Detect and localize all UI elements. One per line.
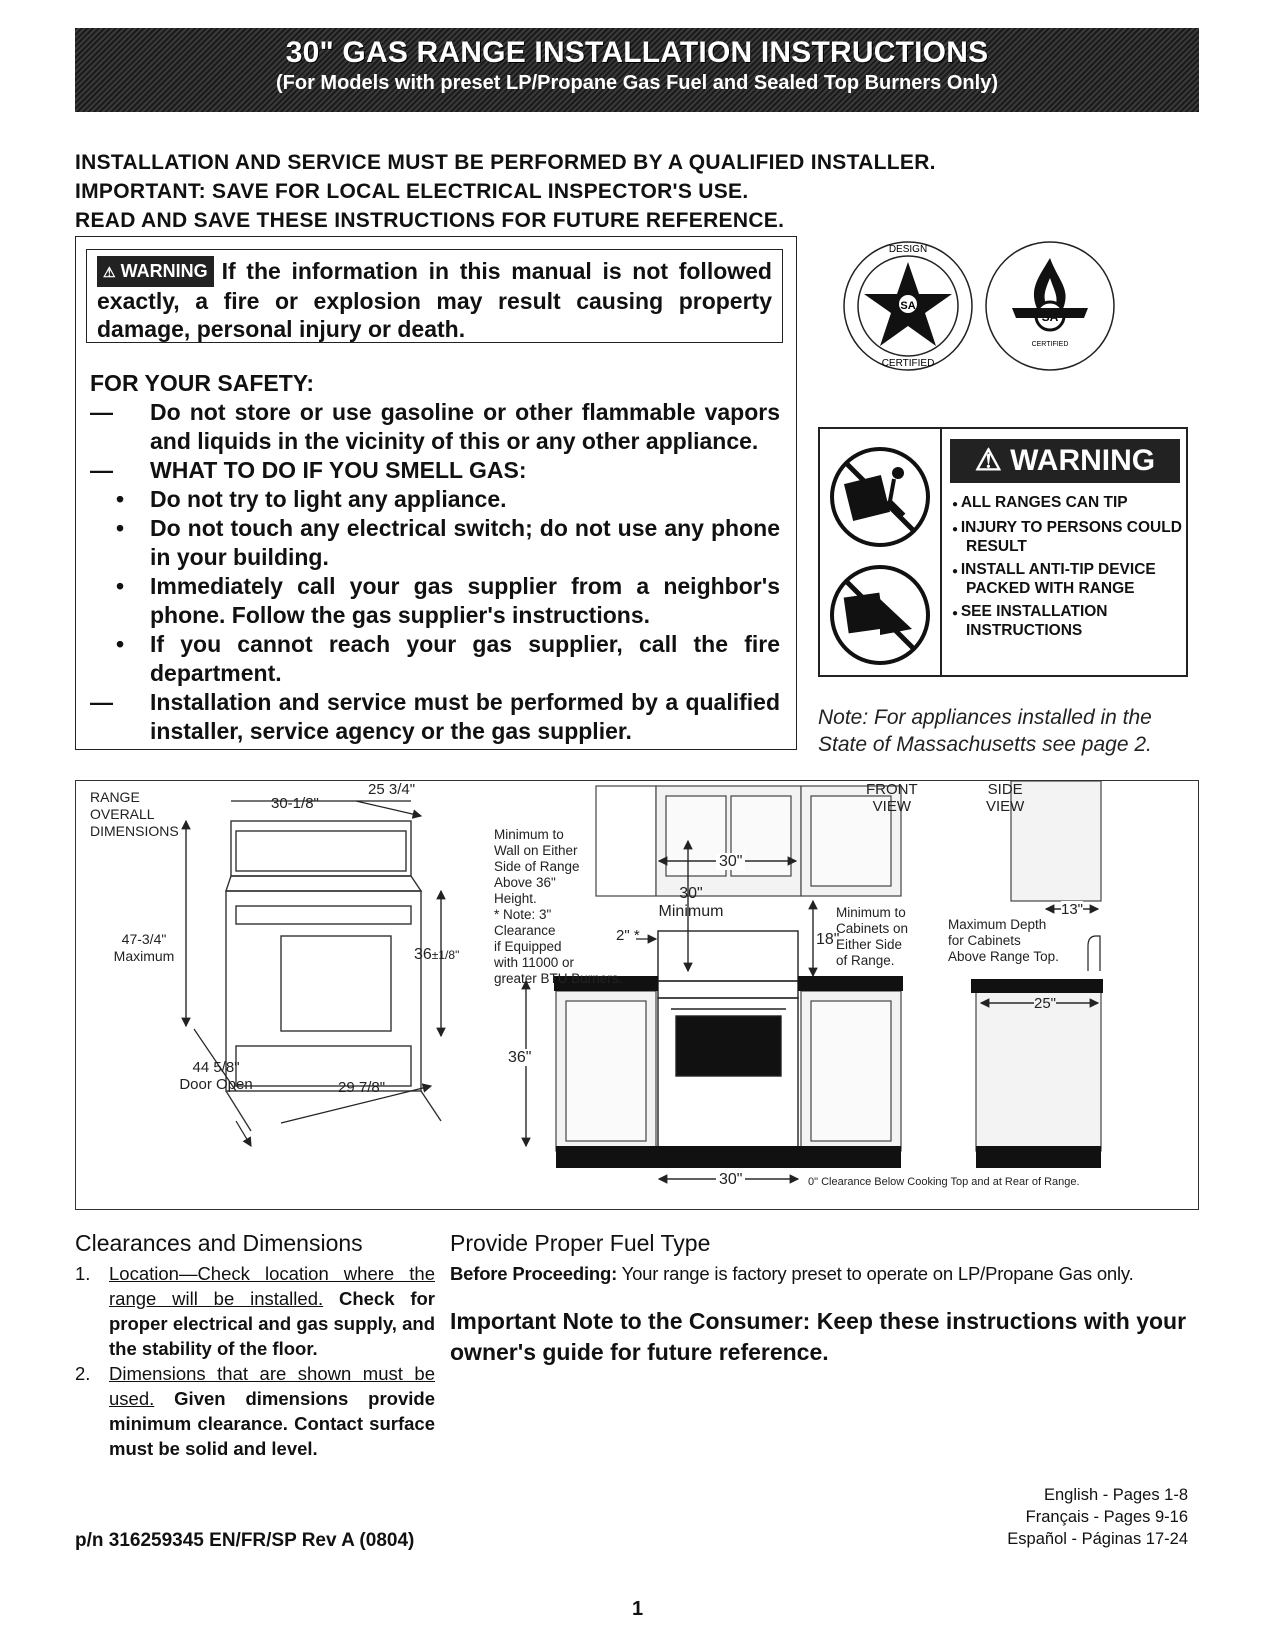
min-cabinet-note: Minimum to Cabinets on Either Side of Range.	[836, 905, 909, 968]
depth-dim: 25 3/4"	[368, 781, 416, 798]
design-certified-seal	[844, 242, 972, 370]
safety-title: FOR YOUR SAFETY:	[90, 370, 315, 396]
safety-box	[75, 236, 797, 750]
dimension-diagram	[75, 780, 1199, 1210]
page-title: 30" GAS RANGE INSTALLATION INSTRUCTIONS	[285, 36, 989, 69]
min-30-dim: 30" Minimum	[658, 885, 724, 920]
page-subtitle: (For Models with preset LP/Propane Gas Fuel and Sealed Top Burners Only)	[276, 72, 998, 94]
clearances-title: Clearances and Dimensions	[75, 1230, 363, 1256]
headline-save: READ AND SAVE THESE INSTRUCTIONS FOR FUTURE REFERENCE.	[75, 209, 785, 232]
warning-title-label: WARNING	[1010, 444, 1156, 477]
dim-13: 13"	[1061, 901, 1084, 918]
anti-tip-item: ● ALL RANGES CAN TIP	[952, 494, 1184, 513]
cook-height-dim: 36±1/8"	[414, 946, 460, 963]
fire-warning-text: If the information in this manual is not followed exactly, a fire or explosion may result causing property damage, personal injury or death.	[97, 258, 772, 342]
certification-seals	[840, 236, 1180, 386]
safety-bullet: • Do not try to light any appliance.	[115, 486, 507, 512]
anti-tip-item: ● INSTALL ANTI-TIP DEVICE PACKED WITH RANGE	[952, 561, 1184, 597]
consumer-note: Important Note to the Consumer: Keep these instructions with your owner's guide for future reference.	[450, 1308, 1187, 1365]
anti-tip-warning	[818, 427, 1188, 677]
min-wall-note: Minimum to Wall on Either Side of Range Above 36" Height. * Note: 3" Clearance if Equipped with 11000 or greater BTU Burners.	[494, 827, 623, 986]
warning-triangle-icon: ⚠	[103, 264, 116, 280]
dimension-drawing	[76, 781, 1200, 1211]
dim-25: 25"	[1034, 995, 1057, 1012]
title-banner	[75, 28, 1199, 112]
front-view-range	[658, 931, 798, 1148]
max-height-dim: 47-3/4" Maximum	[113, 931, 175, 964]
clearances-section	[75, 1230, 435, 1461]
warning-badge	[97, 256, 214, 287]
clearances-list	[75, 1261, 435, 1461]
max-depth-note: Maximum Depth for Cabinets Above Range Top.	[948, 917, 1059, 964]
width-dim: 30-1/8"	[271, 795, 319, 812]
seal-csa-text: SA	[900, 300, 916, 312]
language-french: Français - Pages 9-16	[1025, 1508, 1188, 1526]
warning-triangle-icon: ⚠	[974, 444, 1002, 477]
fuel-section	[450, 1230, 1190, 1368]
language-index	[950, 1484, 1188, 1550]
clearance-item: 2. Dimensions that are shown must be used. Given dimensions provide minimum clearance. Contact surface must be solid and level.	[75, 1363, 435, 1459]
clearance-note: 0" Clearance Below Cooking Top and at Rear of Range.	[808, 1176, 1080, 1188]
language-english: English - Pages 1-8	[1044, 1486, 1188, 1504]
warning-badge-label: WARNING	[120, 261, 208, 281]
safety-item: — Do not store or use gasoline or other flammable vapors and liquids in the vicinity of this or any other appliance.	[90, 399, 780, 454]
door-depth-dim: 29 7/8"	[338, 1079, 386, 1096]
no-tip-icon	[832, 449, 928, 545]
safety-item: — Installation and service must be performed by a qualified installer, service agency or the gas supplier.	[90, 689, 780, 744]
cabinet-30-dim: 30"	[716, 853, 745, 870]
anti-tip-list	[952, 494, 1184, 645]
fire-warning	[86, 249, 783, 343]
safety-bullet: • Do not touch any electrical switch; do not use any phone in your building.	[115, 515, 780, 570]
bottom-30-dim: 30"	[716, 1171, 745, 1188]
fuel-title: Provide Proper Fuel Type	[450, 1230, 711, 1256]
massachusetts-note: Note: For appliances installed in the State of Massachusetts see page 2.	[818, 706, 1152, 756]
fuel-text: Before Proceeding: Your range is factory preset to operate on LP/Propane Gas only.	[450, 1263, 1134, 1284]
dim-18: 18"	[816, 931, 840, 948]
headline-installer: INSTALLATION AND SERVICE MUST BE PERFORMED BY A QUALIFIED INSTALLER.	[75, 151, 936, 174]
anti-tip-item: ● SEE INSTALLATION INSTRUCTIONS	[952, 603, 1184, 639]
warning-title	[950, 439, 1180, 483]
gap-2-dim: 2" *	[616, 927, 640, 944]
csa-flame-seal	[986, 242, 1114, 370]
side-view-cabinets	[976, 781, 1101, 1151]
anti-tip-item: ● INJURY TO PERSONS COULD RESULT	[952, 519, 1184, 555]
safety-item: — WHAT TO DO IF YOU SMELL GAS:	[90, 457, 527, 483]
headline-inspector: IMPORTANT: SAVE FOR LOCAL ELECTRICAL INSPECTOR'S USE.	[75, 180, 749, 203]
safety-bullet: • If you cannot reach your gas supplier, call the fire department.	[115, 631, 780, 686]
language-spanish: Español - Páginas 17-24	[1007, 1530, 1188, 1548]
no-tip-icons	[820, 429, 940, 679]
panel-divider	[940, 429, 942, 675]
front-view-label: FRONT VIEW	[866, 781, 918, 815]
headline-block	[75, 148, 936, 235]
no-tip-icon	[832, 567, 928, 663]
clearance-item: 1. Location—Check location where the range will be installed. Check for proper electrical and gas supply, and the stability of the floor.	[75, 1263, 435, 1359]
part-number: p/n 316259345 EN/FR/SP Rev A (0804)	[75, 1530, 415, 1551]
dim-36: 36"	[508, 1049, 532, 1066]
seal-design-text: DESIGN	[888, 244, 928, 255]
range-dims-label: RANGE OVERALL DIMENSIONS	[90, 789, 179, 839]
safety-list	[90, 369, 780, 746]
side-view-label: SIDE VIEW	[986, 781, 1025, 815]
seal-certified-text: CERTIFIED	[881, 358, 935, 369]
page-number: 1	[631, 1598, 644, 1620]
certification-logos	[840, 236, 1180, 386]
csa-certified-text: CERTIFIED	[1031, 341, 1069, 348]
door-open-dim: 44 5/8" Door Open	[179, 1059, 253, 1093]
safety-bullet: • Immediately call your gas supplier from a neighbor's phone. Follow the gas supplier's instructions.	[115, 573, 780, 628]
